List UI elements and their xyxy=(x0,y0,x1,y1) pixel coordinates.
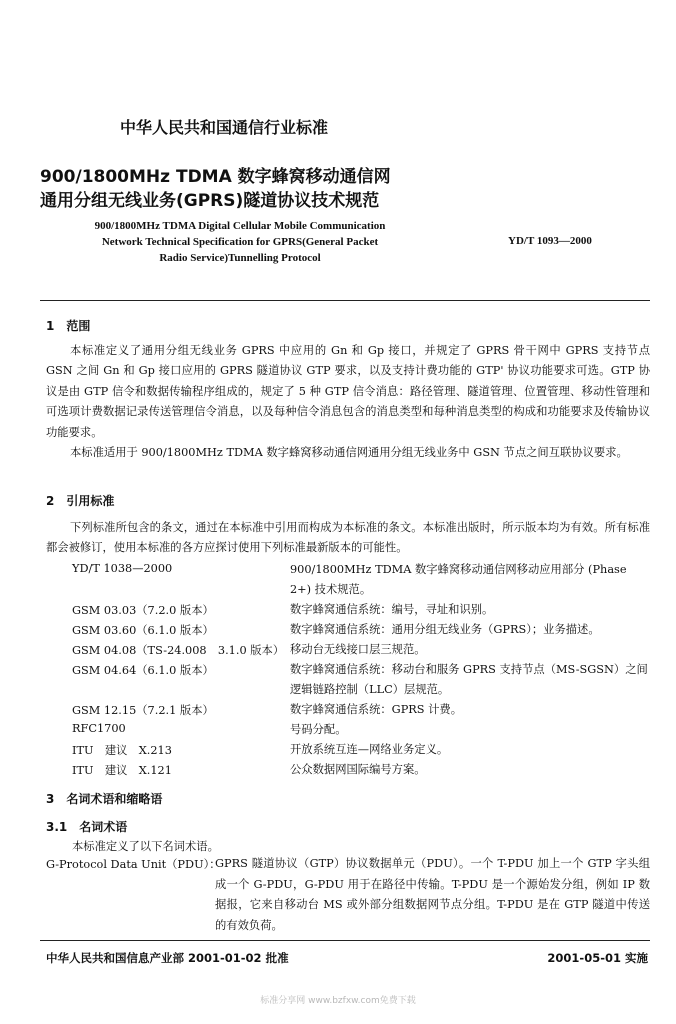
section-3-title: 3 名词术语和缩略语 xyxy=(46,792,163,806)
ref-desc: 开放系统互连—网络业务定义。 xyxy=(290,743,449,756)
term-definition: GPRS 隧道协议（GTP）协议数据单元（PDU）。一个 T-PDU 加上一个 GTP 字头组成一个 G-PDU，G-PDU 用于在路径中传输。T-PDU 是一个源始发分组，例如 IP 数据报，它来自移动台 MS 或外部分组数据网节点分组。T-PDU 是在 GTP 隧道中传送的有效负荷。 xyxy=(215,857,650,932)
section-1-para-1: 本标准定义了通用分组无线业务 GPRS 中应用的 Gn 和 Gp 接口，并规定了 GPRS 骨干网中 GPRS 支持节点 GSN 之间 Gn 和 Gp 接口应用的 GPRS 隧道协议 GTP 要求，以及支持计费功能的 GTP' 协议功能要求可选。GTP 协议是由 GTP 信令和数据传输程序组成的，规定了 5 种 GTP 信令消息：路径管理、隧道管理、位置管理、移动性管理和可选项计费数据记录传送管理信令消息，以及每种信令消息包含的消息类型和每种消息类型的构成和功能要求及传输协议功能要求。 xyxy=(46,344,650,439)
title-en-line2: Network Technical Specification for GPRS(General Packet xyxy=(101,236,379,248)
issuing-organization: 中华人民共和国通信行业标准 xyxy=(120,118,329,137)
footer-divider xyxy=(40,940,650,941)
ref-code: GSM 04.64（6.1.0 版本） xyxy=(72,664,214,677)
standard-number: YD/T 1093—2000 xyxy=(508,235,592,247)
watermark: 标准分享网 www.bzfxw.com免费下载 xyxy=(260,996,416,1006)
ref-desc: 移动台无线接口层三规范。 xyxy=(290,643,426,656)
section-3-1-intro: 本标准定义了以下名词术语。 xyxy=(72,840,219,853)
section-1-title: 1 范围 xyxy=(46,319,91,333)
approval-note: 中华人民共和国信息产业部 2001-01-02 批准 xyxy=(46,951,289,965)
ref-code: ITU 建议 X.213 xyxy=(72,744,172,757)
title-cn-line2: 通用分组无线业务(GPRS)隧道协议技术规范 xyxy=(40,191,380,211)
title-cn-line1: 900/1800MHz TDMA 数字蜂窝移动通信网 xyxy=(40,167,391,187)
ref-code: YD/T 1038—2000 xyxy=(72,562,173,575)
section-2-para: 下列标准所包含的条文，通过在本标准中引用而构成为本标准的条文。本标准出版时，所示版本均为有效。所有标准都会被修订，使用本标准的各方应探讨使用下列标准最新版本的可能性。 xyxy=(46,521,650,555)
title-en-line1: 900/1800MHz TDMA Digital Cellular Mobile Communication xyxy=(94,220,386,232)
ref-code: GSM 12.15（7.2.1 版本） xyxy=(72,704,214,717)
implementation-date: 2001-05-01 实施 xyxy=(547,951,648,965)
ref-desc: 数字蜂窝通信系统：编号，寻址和识别。 xyxy=(290,603,494,616)
ref-code: RFC1700 xyxy=(72,722,126,735)
header-divider xyxy=(40,300,650,301)
ref-desc: 号码分配。 xyxy=(290,723,347,736)
ref-code: ITU 建议 X.121 xyxy=(72,764,172,777)
section-3-1-title: 3.1 名词术语 xyxy=(46,820,128,834)
section-1-para-2: 本标准适用于 900/1800MHz TDMA 数字蜂窝移动通信网通用分组无线业务中 GSN 节点之间互联协议要求。 xyxy=(70,446,628,459)
title-en-line3: Radio Service)Tunnelling Protocol xyxy=(159,252,321,264)
ref-code: GSM 04.08（TS-24.008 3.1.0 版本） xyxy=(72,644,285,657)
ref-desc: 公众数据网国际编号方案。 xyxy=(290,763,426,776)
section-2-title: 2 引用标准 xyxy=(46,494,115,508)
ref-desc: 900/1800MHz TDMA 数字蜂窝移动通信网移动应用部分 (Phase 2+) 技术规范。 xyxy=(290,563,627,596)
ref-desc: 数字蜂窝通信系统：GPRS 计费。 xyxy=(290,703,463,716)
ref-desc: 数字蜂窝通信系统：移动台和服务 GPRS 支持节点（MS-SGSN）之间逻辑链路控制（LLC）层规范。 xyxy=(290,663,648,696)
ref-code: GSM 03.03（7.2.0 版本） xyxy=(72,604,214,617)
term-name: G-Protocol Data Unit（PDU）： xyxy=(46,858,221,871)
ref-desc: 数字蜂窝通信系统：通用分组无线业务（GPRS）；业务描述。 xyxy=(290,623,600,636)
ref-code: GSM 03.60（6.1.0 版本） xyxy=(72,624,214,637)
